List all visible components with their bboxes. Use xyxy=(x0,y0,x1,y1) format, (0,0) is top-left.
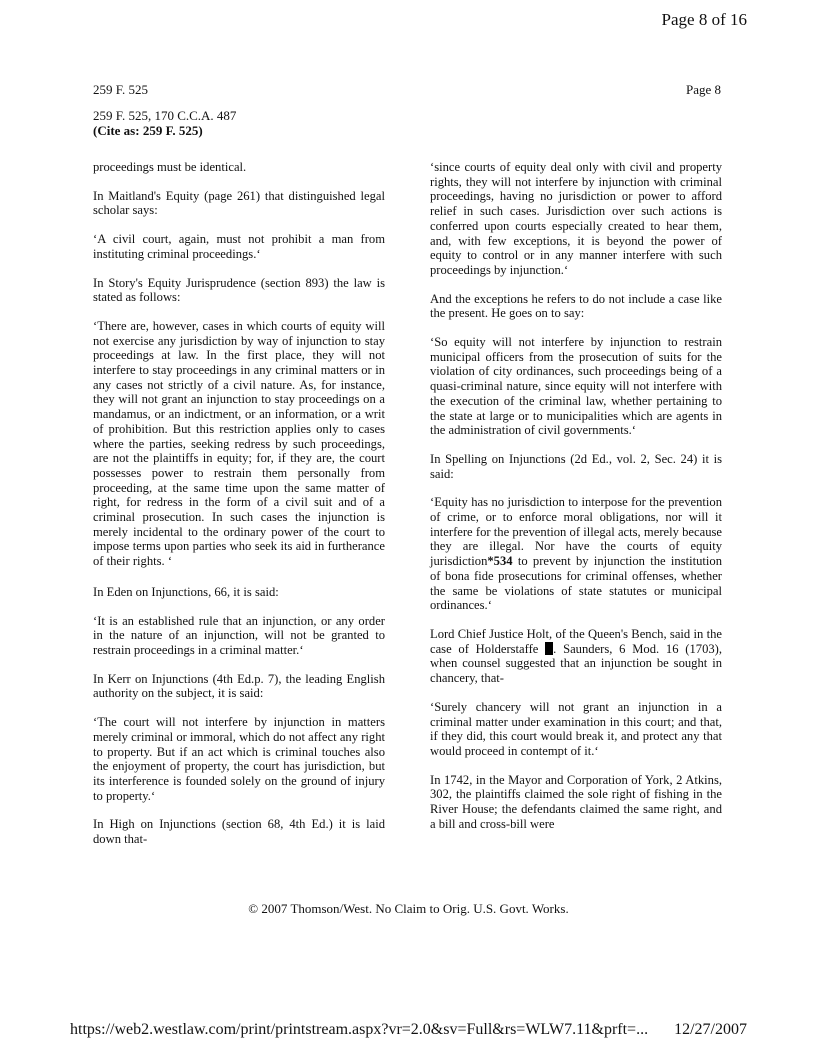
citation-full: 259 F. 525, 170 C.C.A. 487 xyxy=(93,108,237,123)
paragraph: In Maitland's Equity (page 261) that distinguished legal scholar says: xyxy=(93,188,385,218)
page-of-indicator: Page 8 of 16 xyxy=(661,10,747,29)
quote-paragraph: ‘Surely chancery will not grant an injunction in a criminal matter under examination in this court; and that, if they did, this court would break it, and protect any that would proceed in contempt of it.‘ xyxy=(430,699,722,758)
copyright-notice: © 2007 Thomson/West. No Claim to Orig. U.S. Govt. Works. xyxy=(248,901,569,916)
paragraph: In High on Injunctions (section 68, 4th Ed.) it is laid down that- xyxy=(93,817,385,847)
quote-paragraph: ‘The court will not interfere by injunction in matters merely criminal or immoral, which do not affect any right to property. But if an act which is criminal touches also the enjoyment of property, the court has jurisdiction, but its interference is founded solely on the ground of injury to property.‘ xyxy=(93,715,385,803)
quote-paragraph: ‘So equity will not interfere by injunction to restrain municipal officers from the prosecution of suits for the violation of city ordinances, such proceedings being of a quasi-criminal nature, since equity will not interfere with the execution of the criminal law, whether pertaining to the state at large or to municipalities which are agents in the administration of civil governments.‘ xyxy=(430,335,722,438)
right-column xyxy=(430,160,722,845)
citation-short: 259 F. 525 xyxy=(93,82,148,97)
quote-paragraph xyxy=(430,495,722,613)
redaction-mark xyxy=(545,642,553,655)
paragraph: In Spelling on Injunctions (2d Ed., vol. 2, Sec. 24) it is said: xyxy=(430,451,722,481)
paragraph: In 1742, in the Mayor and Corporation of York, 2 Atkins, 302, the plaintiffs claimed the sole right of fishing in the River House; the defendants claimed the same right, and a bill and cross-bill were xyxy=(430,772,722,831)
print-date: 12/27/2007 xyxy=(674,1021,747,1038)
text-run: ‘Equity has no jurisdiction to interpose for the prevention of crime, or to enforce moral obligations, nor will it interfere for the prevention of illegal acts, merely because they are illegal. Nor have the courts of equity jurisdiction xyxy=(430,495,722,569)
cite-as: (Cite as: 259 F. 525) xyxy=(93,123,203,138)
print-url: https://web2.westlaw.com/print/printstream.aspx?vr=2.0&sv=Full&rs=WLW7.11&prft=... xyxy=(70,1021,649,1038)
paragraph: proceedings must be identical. xyxy=(93,160,247,174)
quote-paragraph: ‘A civil court, again, must not prohibit a man from instituting criminal proceedings.‘ xyxy=(93,232,385,261)
text-run: . Saunders, 6 Mod. 16 (1703), when counsel suggested that an injunction be sought in chancery, that- xyxy=(430,641,723,686)
paragraph xyxy=(430,627,722,686)
paragraph: And the exceptions he refers to do not include a case like the present. He goes on to say: xyxy=(430,291,722,321)
paragraph: In Story's Equity Jurisprudence (section 893) the law is stated as follows: xyxy=(93,275,385,305)
quote-paragraph: ‘since courts of equity deal only with civil and property rights, they will not interfere by injunction with criminal proceedings, having no jurisdiction or power to afford relief in such cases. Jurisdiction over such actions is conferred upon courts especially created to hear them, and, with few exceptions, it is beyond the power of equity to control or in any manner interfere with such proceedings by injunction.‘ xyxy=(430,160,722,277)
paragraph: In Eden on Injunctions, 66, it is said: xyxy=(93,584,279,599)
paragraph: In Kerr on Injunctions (4th Ed.p. 7), the leading English authority on the subject, it is said: xyxy=(93,671,385,701)
quote-paragraph: ‘It is an established rule that an injunction, or any order in the nature of an injunction, will not be granted to restrain proceedings in a criminal matter.‘ xyxy=(93,613,385,657)
page-number: Page 8 xyxy=(685,82,721,97)
star-page-marker: *534 xyxy=(487,554,513,569)
left-column xyxy=(93,160,385,861)
quote-paragraph: ‘There are, however, cases in which courts of equity will not exercise any jurisdiction by way of injunction to stay proceedings at law. In the first place, they will not interfere to stay proceedings in any criminal matters or in any cases not strictly of a civil nature. As, for instance, they will not grant an injunction to stay proceedings on a mandamus, or an indictment, or an information, or a writ of prohibition. But this restriction applies only to cases where the parties, seeking redress by such proceedings, are not the plaintiffs in equity; for, if they are, the court possesses power to restrain them personally from proceeding, at the same time upon the same matter of right, for redress in the form of a civil suit and of a criminal prosecution. In such cases the injunction is merely incidental to the ordinary power of the court to impose terms upon parties who seek its aid in furtherance of their rights. ‘ xyxy=(93,318,385,569)
text-run: to prevent by injunction the institution of bona fide prosecutions for criminal offenses, whether the same be violations of state statutes or municipal ordinances.‘ xyxy=(430,554,722,613)
text-run: Lord Chief Justice Holt, of the Queen's Bench, said in the case of Holderstaffe xyxy=(430,626,722,656)
